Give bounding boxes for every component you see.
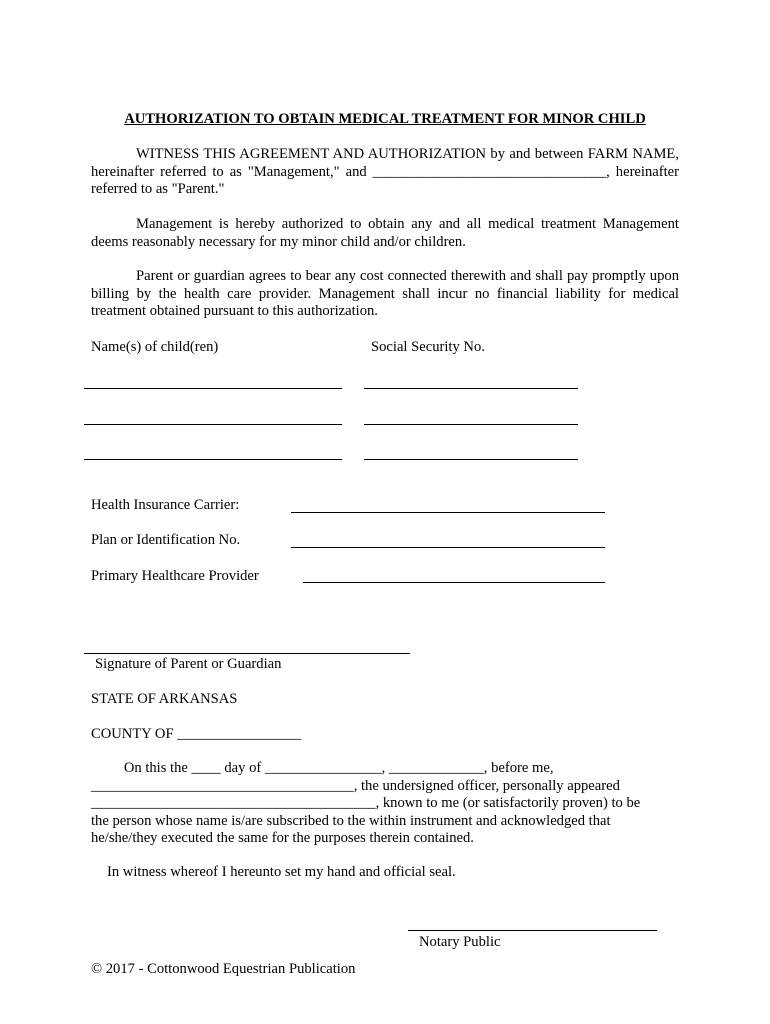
- notary-line-1: On this the ____ day of ________________, _____________, before me,: [91, 760, 554, 776]
- cost-paragraph: Parent or guardian agrees to bear any cost connected therewith and shall pay promptly upon billing by the health care provider. Management shall incur no financial liability for medical treatment obtained pursuant to this authorization.: [91, 268, 679, 319]
- primary-provider-line[interactable]: [303, 582, 605, 583]
- document-title: AUTHORIZATION TO OBTAIN MEDICAL TREATMENT FOR MINOR CHILD: [124, 111, 646, 127]
- notary-line-2: ____________________________________, the undersigned officer, personally appeared: [91, 777, 620, 794]
- insurance-carrier-line[interactable]: [291, 512, 605, 513]
- child-ssn-line-1[interactable]: [364, 388, 578, 389]
- plan-id-label: Plan or Identification No.: [91, 532, 241, 548]
- children-name-label: Name(s) of child(ren): [91, 339, 219, 355]
- notary-line-3: _______________________________________, known to me (or satisfactorily proven) to be: [91, 795, 641, 811]
- child-ssn-line-2[interactable]: [364, 424, 578, 425]
- management-paragraph: Management is hereby authorized to obtain any and all medical treatment Management deems reasonably necessary for my minor child and/or children.: [91, 216, 679, 250]
- notary-signature-line[interactable]: [408, 930, 657, 931]
- state-label: STATE OF ARKANSAS: [91, 691, 238, 707]
- insurance-carrier-label: Health Insurance Carrier:: [91, 497, 240, 513]
- notary-public-label: Notary Public: [419, 934, 501, 950]
- parent-signature-line[interactable]: [84, 653, 410, 654]
- ssn-label: Social Security No.: [371, 339, 485, 355]
- primary-provider-label: Primary Healthcare Provider: [91, 568, 259, 584]
- witness-seal-statement: In witness whereof I hereunto set my hand and official seal.: [107, 864, 456, 880]
- notary-line-4: the person whose name is/are subscribed to the within instrument and acknowledged that: [91, 812, 611, 829]
- child-name-line-1[interactable]: [84, 388, 342, 389]
- parent-signature-label: Signature of Parent or Guardian: [95, 656, 282, 672]
- county-label: COUNTY OF _________________: [91, 726, 302, 742]
- child-ssn-line-3[interactable]: [364, 459, 578, 460]
- child-name-line-2[interactable]: [84, 424, 342, 425]
- copyright-footer: © 2017 - Cottonwood Equestrian Publication: [91, 961, 356, 977]
- notary-line-5: he/she/they executed the same for the purposes therein contained.: [91, 830, 474, 846]
- notary-acknowledgment: [91, 760, 681, 848]
- plan-id-line[interactable]: [291, 547, 605, 548]
- witness-paragraph: WITNESS THIS AGREEMENT AND AUTHORIZATION by and between FARM NAME, hereinafter referred to as "Management," and ________________________________, hereinafter referred to as "Parent.": [91, 146, 679, 197]
- child-name-line-3[interactable]: [84, 459, 342, 460]
